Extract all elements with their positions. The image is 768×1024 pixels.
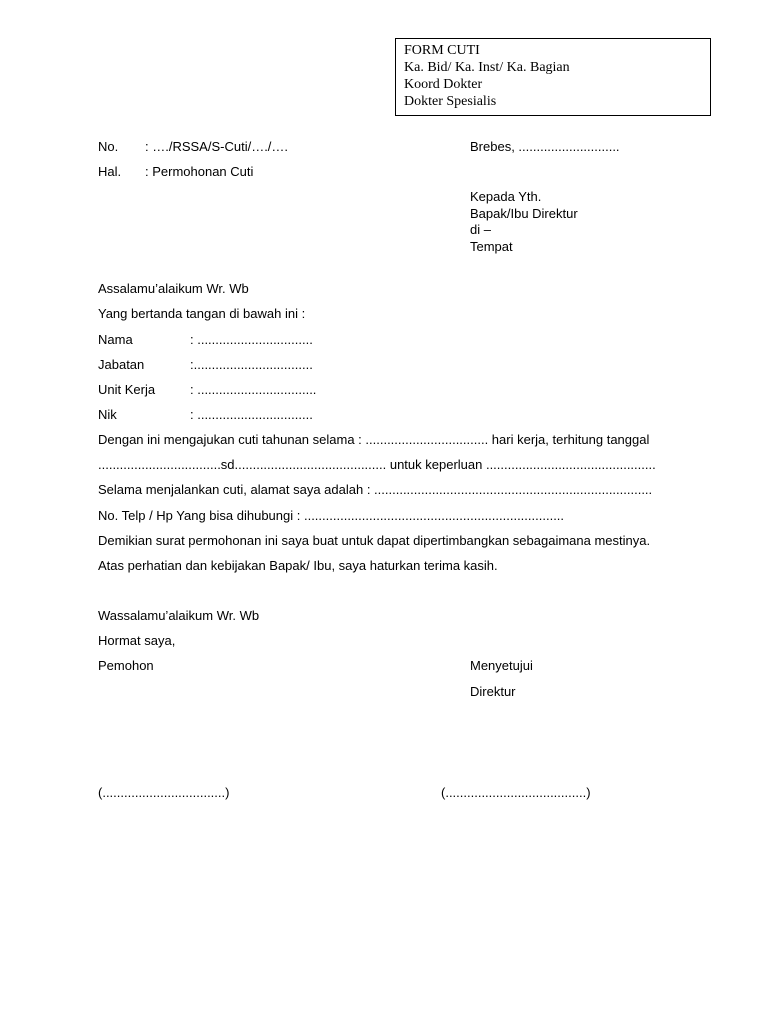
signature-line-right: (.......................................) — [441, 785, 591, 800]
field-label-nik: Nik — [98, 407, 117, 422]
hal-value: : Permohonan Cuti — [145, 164, 254, 179]
recipient-line: Kepada Yth. — [470, 189, 542, 204]
field-label-unit-kerja: Unit Kerja — [98, 382, 156, 397]
body-line: Atas perhatian dan kebijakan Bapak/ Ibu, saya haturkan terima kasih. — [98, 558, 498, 573]
direktur-label: Direktur — [470, 684, 516, 699]
recipient-line: Tempat — [470, 239, 513, 254]
field-value-nik: : ................................ — [190, 407, 313, 422]
menyetujui-label: Menyetujui — [470, 658, 533, 673]
no-label: No. — [98, 139, 119, 154]
form-title: FORM CUTI — [404, 43, 480, 58]
form-role-line: Ka. Bid/ Ka. Inst/ Ka. Bagian — [404, 60, 570, 75]
no-value: : …./RSSA/S-Cuti/…./…. — [145, 139, 289, 154]
recipient-line: di – — [470, 222, 491, 237]
pemohon-label: Pemohon — [98, 658, 154, 673]
body-line: Demikian surat permohonan ini saya buat untuk dapat dipertimbangkan sebagaimana mestinya. — [98, 533, 651, 548]
body-line: Selama menjalankan cuti, alamat saya adalah : ............................................................................. — [98, 482, 653, 497]
field-value-jabatan: :................................. — [190, 357, 313, 372]
field-value-unit-kerja: : ................................. — [190, 382, 317, 397]
field-value-nama: : ................................ — [190, 332, 313, 347]
body-line: Dengan ini mengajukan cuti tahunan selama : .................................. hari kerja, terhitung tanggal — [98, 432, 650, 447]
intro-text: Yang bertanda tangan di bawah ini : — [98, 306, 306, 321]
field-label-nama: Nama — [98, 332, 133, 347]
body-line: No. Telp / Hp Yang bisa dihubungi : ........................................................................ — [98, 508, 565, 523]
closing-salam: Wassalamu’alaikum Wr. Wb — [98, 608, 260, 623]
place-date: Brebes, ............................ — [470, 139, 620, 154]
signature-line-left: (..................................) — [98, 785, 230, 800]
form-role-line: Dokter Spesialis — [404, 94, 497, 109]
greeting: Assalamu’alaikum Wr. Wb — [98, 281, 249, 296]
field-label-jabatan: Jabatan — [98, 357, 145, 372]
form-title-box — [395, 38, 711, 116]
hal-label: Hal. — [98, 164, 122, 179]
body-line: ..................................sd.......................................... untuk keperluan ............................................... — [98, 457, 656, 472]
form-role-line: Koord Dokter — [404, 77, 483, 92]
recipient-line: Bapak/Ibu Direktur — [470, 206, 578, 221]
closing-hormat: Hormat saya, — [98, 633, 176, 648]
